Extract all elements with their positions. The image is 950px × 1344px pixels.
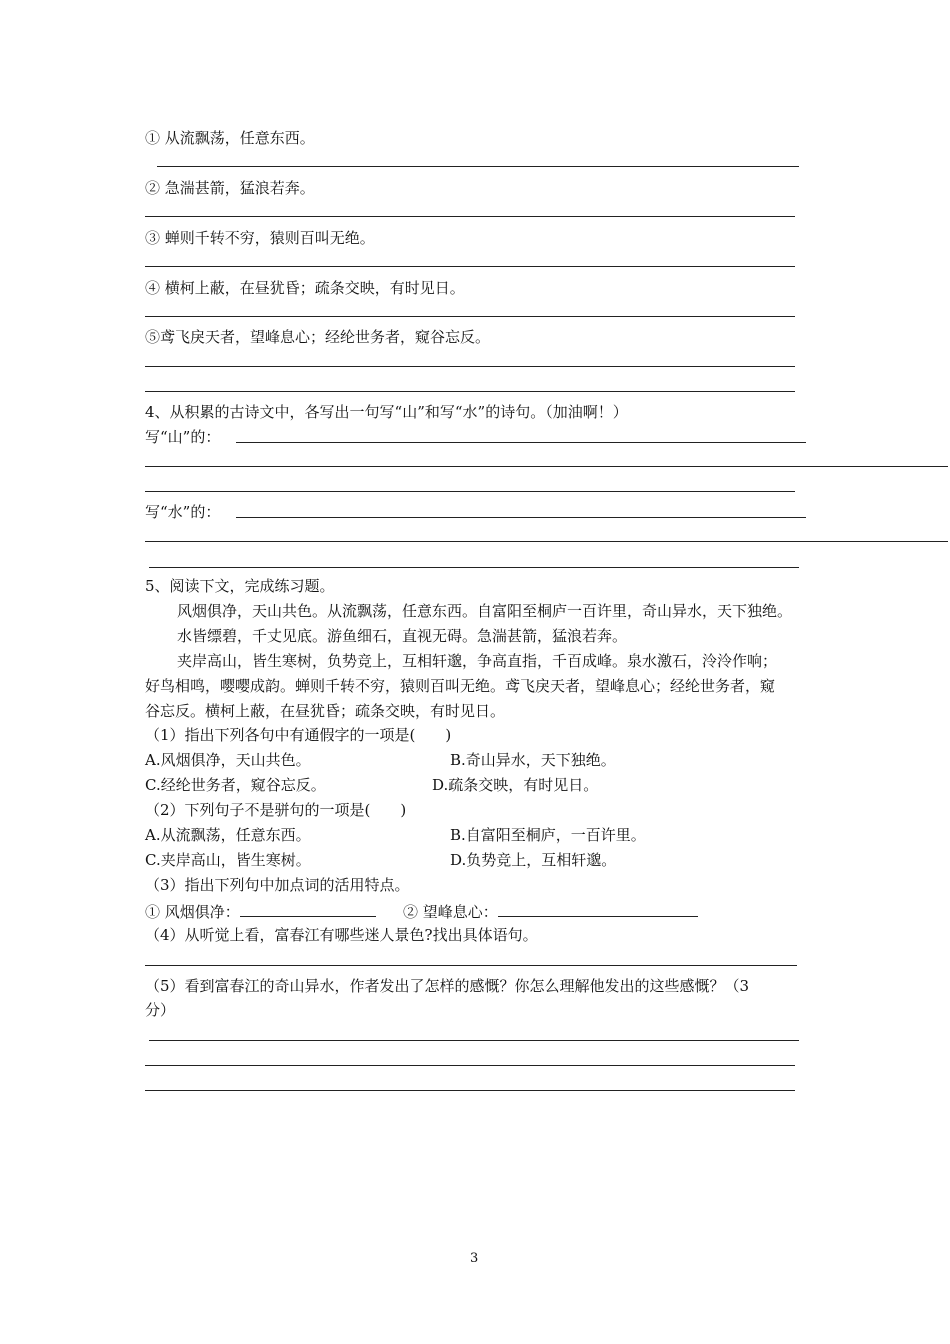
q3-item-5: ⑤鸢飞戾天者，望峰息心；经纶世务者，窥谷忘反。 — [145, 328, 491, 346]
answer-line[interactable] — [145, 216, 795, 217]
sub1-option-c[interactable]: C.经纶世务者，窥谷忘反。 — [145, 776, 326, 794]
answer-line[interactable] — [145, 366, 795, 367]
sub5-question-line-1: （5）看到富春江的奇山异水，作者发出了怎样的感慨？你怎么理解他发出的这些感慨？（3 — [145, 977, 750, 995]
passage-line-1: 风烟俱净，天山共色。从流飘荡，任意东西。自富阳至桐庐一百许里，奇山异水，天下独绝。 — [177, 602, 793, 620]
q4-shui-label: 写“水”的： — [145, 503, 221, 521]
passage-line-2: 水皆缥碧，千丈见底。游鱼细石，直视无碍。急湍甚箭，猛浪若奔。 — [177, 627, 628, 645]
sub4-question: （4）从听觉上看，富春江有哪些迷人景色?找出具体语句。 — [145, 926, 538, 944]
answer-line[interactable] — [145, 391, 795, 392]
answer-line[interactable] — [145, 541, 948, 542]
sub3-answer-2[interactable] — [498, 900, 698, 917]
answer-line[interactable] — [157, 166, 799, 167]
answer-line[interactable] — [149, 1040, 799, 1041]
sub3-question: （3）指出下列句中加点词的活用特点。 — [145, 876, 410, 894]
sub1-option-d[interactable]: D.疏条交映，有时见日。 — [432, 776, 599, 794]
sub3-item-2-row — [403, 900, 698, 922]
q3-item-3: ③ 蝉则千转不穷，猿则百叫无绝。 — [145, 229, 375, 247]
answer-line[interactable] — [145, 316, 795, 317]
sub2-question: （2）下列句子不是骈句的一项是( ) — [145, 801, 407, 819]
sub3-answer-1[interactable] — [240, 900, 376, 917]
passage-line-5: 谷忘反。横柯上蔽，在昼犹昏；疏条交映，有时见日。 — [145, 702, 506, 720]
sub2-option-a[interactable]: A.从流飘荡，任意东西。 — [145, 826, 311, 844]
sub1-question: （1）指出下列各句中有通假字的一项是( ) — [145, 726, 452, 744]
sub1-option-a[interactable]: A.风烟俱净，天山共色。 — [145, 751, 311, 769]
answer-line[interactable] — [145, 491, 795, 492]
q4-shan-label: 写“山”的： — [145, 428, 221, 446]
sub5-question-line-2: 分） — [145, 1001, 176, 1019]
sub3-item-2: ② 望峰息心： — [403, 903, 498, 921]
sub1-option-b[interactable]: B.奇山异水，天下独绝。 — [450, 751, 616, 769]
passage-line-4: 好鸟相鸣，嘤嘤成韵。蝉则千转不穷，猿则百叫无绝。鸢飞戾天者，望峰息心；经纶世务者，窥 — [145, 677, 776, 695]
answer-line[interactable] — [145, 1090, 795, 1091]
shan-answer-line[interactable] — [236, 442, 806, 443]
passage-line-3: 夹岸高山，皆生寒树，负势竞上，互相轩邈，争高直指，千百成峰。泉水激石，泠泠作响； — [177, 652, 778, 670]
answer-line[interactable] — [145, 466, 948, 467]
answer-line[interactable] — [145, 266, 795, 267]
sub2-option-c[interactable]: C.夹岸高山，皆生寒树。 — [145, 851, 311, 869]
sub3-item-1-row — [145, 900, 376, 922]
answer-line[interactable] — [149, 567, 799, 568]
shui-answer-line[interactable] — [236, 517, 806, 518]
q3-item-2: ② 急湍甚箭，猛浪若奔。 — [145, 179, 315, 197]
q4-prompt: 4、从积累的古诗文中，各写出一句写“山”和写“水”的诗句。（加油啊！） — [145, 403, 628, 421]
answer-line[interactable] — [145, 1065, 795, 1066]
sub2-option-d[interactable]: D.负势竞上，互相轩邈。 — [450, 851, 617, 869]
q3-item-1: ① 从流飘荡，任意东西。 — [145, 129, 315, 147]
q5-prompt: 5、阅读下文，完成练习题。 — [145, 577, 335, 595]
answer-line[interactable] — [145, 965, 797, 966]
sub2-option-b[interactable]: B.自富阳至桐庐，一百许里。 — [450, 826, 646, 844]
sub3-item-1: ① 风烟俱净： — [145, 903, 240, 921]
page-number: 3 — [470, 1251, 479, 1266]
q3-item-4: ④ 横柯上蔽，在昼犹昏；疏条交映，有时见日。 — [145, 279, 465, 297]
